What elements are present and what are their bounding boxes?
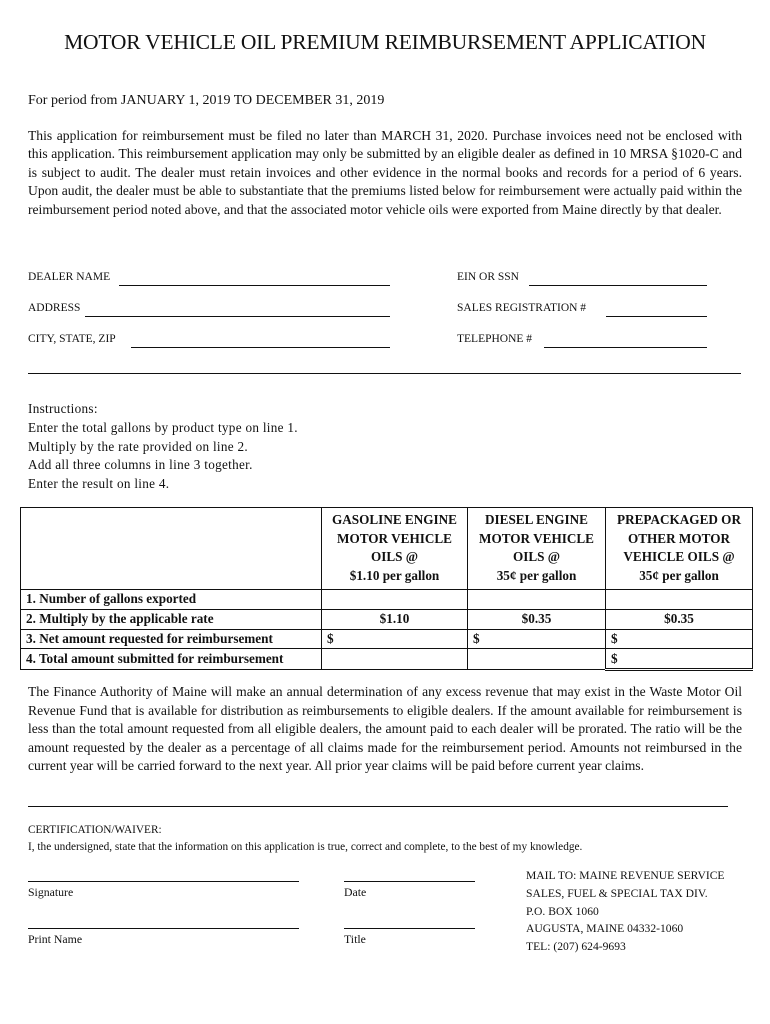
date-field[interactable] bbox=[344, 881, 475, 882]
form-title: MOTOR VEHICLE OIL PREMIUM REIMBURSEMENT APPLICATION bbox=[64, 30, 706, 54]
instruction-step: Enter the total gallons by product type on line 1. bbox=[28, 419, 298, 435]
instruction-step: Enter the result on line 4. bbox=[28, 476, 170, 492]
row-label: 2. Multiply by the applicable rate bbox=[21, 609, 322, 629]
prepackaged-rate-cell: $0.35 bbox=[606, 609, 753, 629]
instructions bbox=[28, 400, 298, 494]
gasoline-total-cell bbox=[322, 649, 468, 670]
ein-label: EIN OR SSN bbox=[457, 271, 519, 283]
telephone-field[interactable] bbox=[544, 347, 707, 348]
telephone-label: TELEPHONE # bbox=[457, 333, 533, 345]
date-label: Date bbox=[344, 885, 367, 899]
row-label: 4. Total amount submitted for reimbursement bbox=[21, 649, 322, 670]
diesel-total-cell bbox=[468, 649, 606, 670]
header-line: OTHER MOTOR bbox=[628, 530, 730, 546]
certification-divider bbox=[28, 806, 728, 807]
instructions-heading: Instructions: bbox=[28, 401, 98, 416]
header-line: $1.10 per gallon bbox=[349, 567, 440, 583]
table-header-blank bbox=[21, 508, 322, 590]
mailing-address bbox=[526, 867, 725, 956]
city-state-zip-label: CITY, STATE, ZIP bbox=[28, 333, 116, 345]
mail-line: TEL: (207) 624-9693 bbox=[526, 940, 626, 954]
table-row bbox=[21, 590, 753, 610]
total-amount-cell[interactable]: $ bbox=[606, 649, 753, 670]
diesel-gallons-cell[interactable] bbox=[468, 590, 606, 610]
instruction-step: Add all three columns in line 3 together. bbox=[28, 457, 253, 473]
row-label: 1. Number of gallons exported bbox=[21, 590, 322, 610]
signature-field[interactable] bbox=[28, 881, 299, 882]
mail-line: SALES, FUEL & SPECIAL TAX DIV. bbox=[526, 886, 708, 900]
print-name-field[interactable] bbox=[28, 928, 299, 929]
table-row bbox=[21, 649, 753, 670]
header-line: 35¢ per gallon bbox=[496, 567, 577, 583]
reimbursement-table bbox=[20, 507, 753, 671]
diesel-rate-cell: $0.35 bbox=[468, 609, 606, 629]
city-state-zip-field[interactable] bbox=[131, 347, 390, 348]
header-line: DIESEL ENGINE bbox=[485, 512, 588, 527]
header-line: OILS @ bbox=[512, 549, 561, 564]
gasoline-column-header bbox=[322, 508, 468, 590]
signature-label: Signature bbox=[28, 885, 74, 899]
prepackaged-gallons-cell[interactable] bbox=[606, 590, 753, 610]
title-label: Title bbox=[344, 932, 366, 946]
period-text: For period from JANUARY 1, 2019 TO DECEMBER 31, 2019 bbox=[28, 93, 385, 108]
header-line: PREPACKAGED OR bbox=[617, 512, 741, 527]
section-divider bbox=[28, 373, 741, 374]
mail-line: AUGUSTA, MAINE 04332-1060 bbox=[526, 922, 684, 936]
prepackaged-net-amount-cell[interactable]: $ bbox=[606, 629, 753, 649]
header-line: MOTOR VEHICLE bbox=[479, 530, 594, 546]
print-name-label: Print Name bbox=[28, 932, 83, 946]
address-field[interactable] bbox=[85, 316, 390, 317]
header-line: GASOLINE ENGINE bbox=[332, 512, 457, 527]
gasoline-net-amount-cell[interactable]: $ bbox=[322, 629, 468, 649]
diesel-column-header bbox=[468, 508, 606, 590]
dealer-name-field[interactable] bbox=[119, 285, 390, 286]
address-label: ADDRESS bbox=[28, 302, 81, 314]
instruction-step: Multiply by the rate provided on line 2. bbox=[28, 438, 249, 454]
header-line: MOTOR VEHICLE bbox=[337, 530, 452, 546]
sales-registration-field[interactable] bbox=[606, 316, 707, 317]
certification-section bbox=[28, 822, 582, 856]
mail-line: P.O. BOX 1060 bbox=[526, 904, 599, 918]
row-label: 3. Net amount requested for reimbursement bbox=[21, 629, 322, 649]
prepackaged-column-header bbox=[606, 508, 753, 590]
table-row bbox=[21, 629, 753, 649]
header-line: VEHICLE OILS @ bbox=[623, 549, 735, 564]
certification-heading: CERTIFICATION/WAIVER: bbox=[28, 824, 162, 836]
sales-registration-label: SALES REGISTRATION # bbox=[457, 302, 587, 314]
ein-field[interactable] bbox=[529, 285, 707, 286]
finance-paragraph: The Finance Authority of Maine will make an annual determination of any excess revenue that may exist in the Waste Motor Oil Revenue Fund that is available for distribution as reimbursements to eligible dealers. If the amount available for reimbursement is less than the total amount requested from all eligible dealers, the amount paid to each dealer will be prorated. The ratio will be the amount requested by the dealer as a percentage of all claims made for the reimbursement period. Amounts not reimbursed in the current year will be carried forward to the next year. All prior year claims will be paid before current year claims. bbox=[28, 684, 742, 774]
gasoline-gallons-cell[interactable] bbox=[322, 590, 468, 610]
certification-text: I, the undersigned, state that the information on this application is true, correct and complete, to the best of my knowledge. bbox=[28, 841, 583, 853]
intro-paragraph: This application for reimbursement must be filed no later than MARCH 31, 2020. Purchase invoices need not be enclosed with this application. This reimbursement application may only be submitted by an eligible dealer as defined in 10 MRSA §1020-C and is subject to audit. The dealer must retain invoices and other evidence in the normal books and records for a period of 6 years. Upon audit, the dealer must be able to substantiate that the premiums listed below for reimbursement were actually paid within the reimbursement period noted above, and that the associated motor vehicle oils were exported from Maine directly by that dealer. bbox=[28, 128, 742, 217]
header-line: 35¢ per gallon bbox=[639, 567, 719, 583]
title-field[interactable] bbox=[344, 928, 475, 929]
table-row bbox=[21, 609, 753, 629]
diesel-net-amount-cell[interactable]: $ bbox=[468, 629, 606, 649]
dealer-name-label: DEALER NAME bbox=[28, 271, 111, 283]
header-line: OILS @ bbox=[370, 549, 419, 564]
mail-line: MAIL TO: MAINE REVENUE SERVICE bbox=[526, 869, 725, 882]
gasoline-rate-cell: $1.10 bbox=[322, 609, 468, 629]
